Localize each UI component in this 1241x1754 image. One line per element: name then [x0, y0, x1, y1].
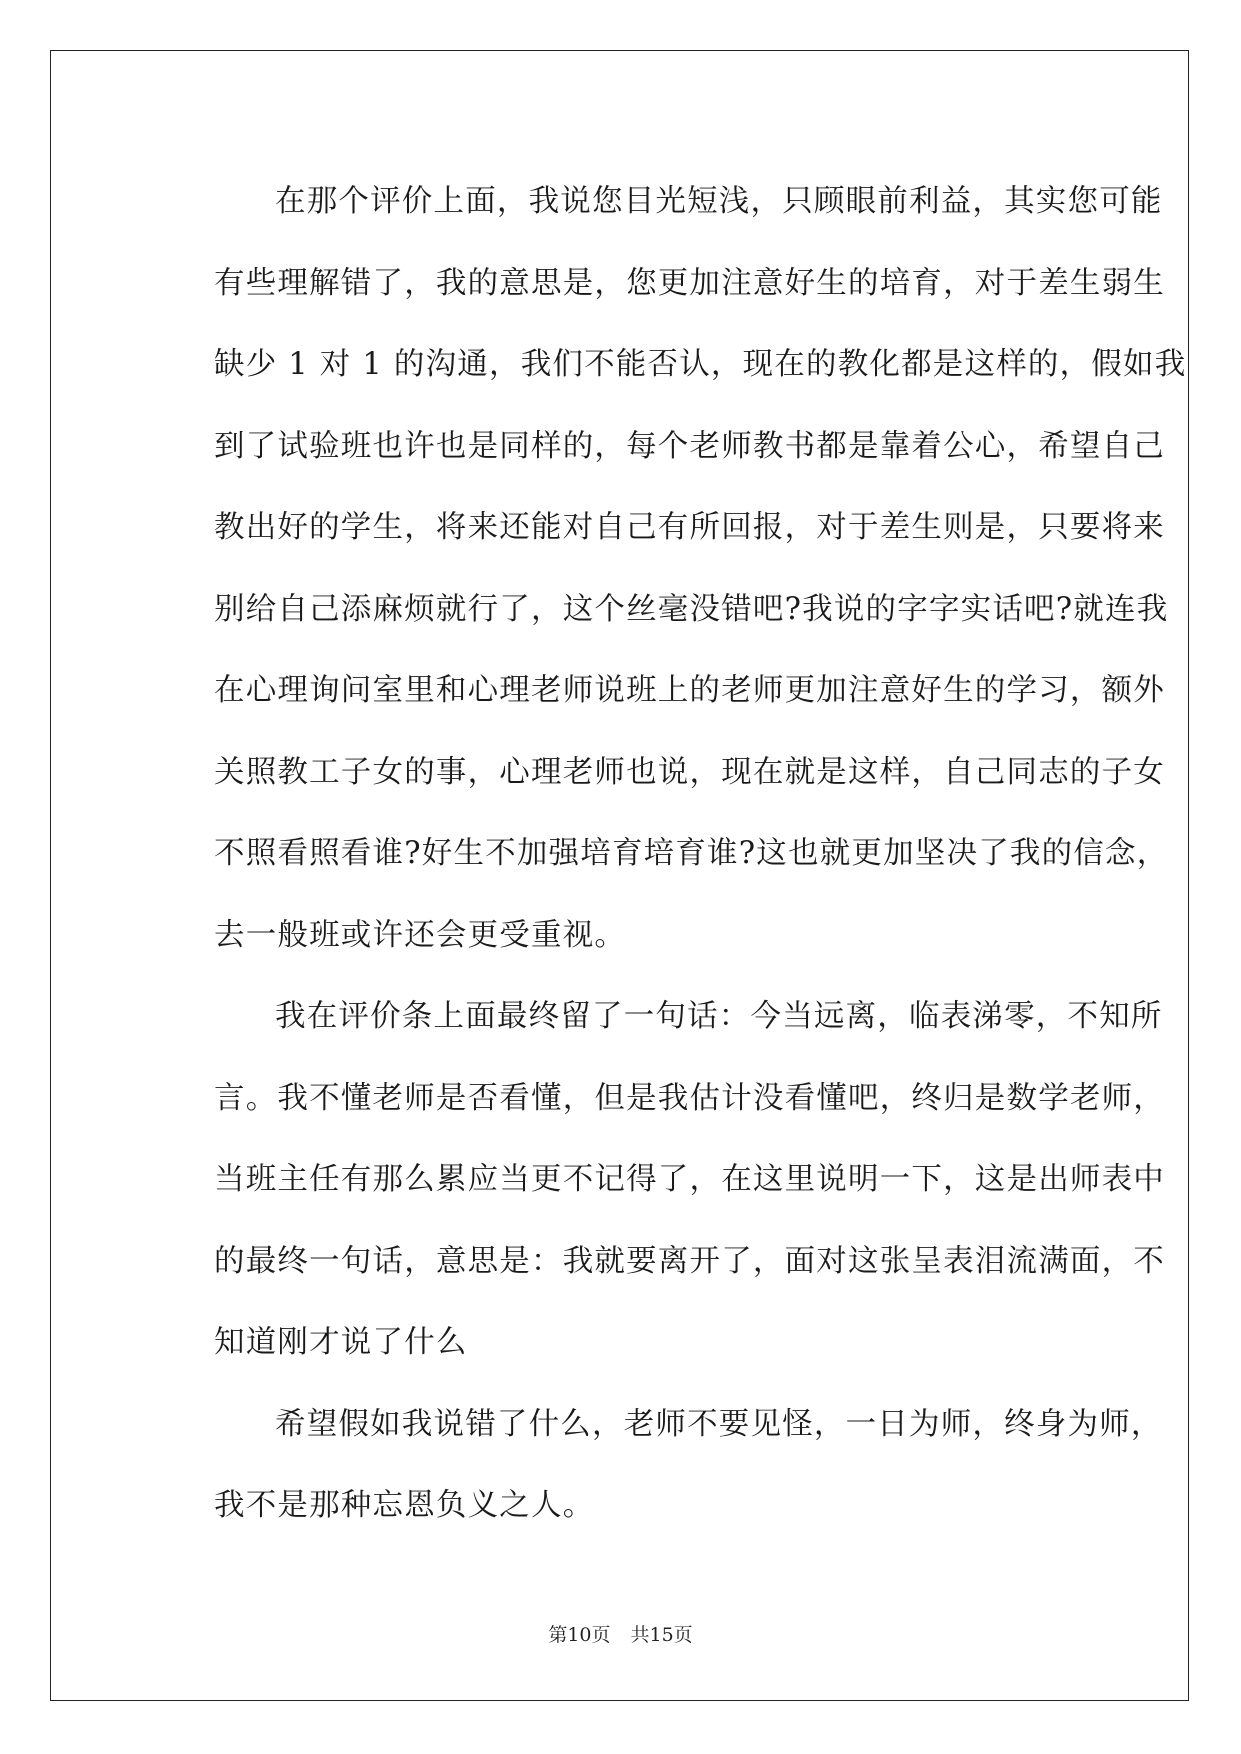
- text-line: 言。我不懂老师是否看懂，但是我估计没看懂吧，终归是数学老师，: [214, 1080, 1165, 1116]
- text-line: 我在评价条上面最终留了一句话：今当远离，临表涕零，不知所: [275, 999, 1163, 1034]
- page-number: 第10页: [548, 1624, 611, 1646]
- text-line: 别给自己添麻烦就行了，这个丝毫没错吧?我说的字字实话吧?就连我: [214, 591, 1169, 627]
- text-line: 在那个评价上面，我说您目光短浅，只顾眼前利益，其实您可能: [275, 184, 1163, 219]
- paragraph: [153, 1384, 1163, 1547]
- text-line: 关照教工子女的事，心理老师也说，现在就是这样，自己同志的子女: [214, 754, 1165, 790]
- page-total: 共15页: [630, 1624, 693, 1646]
- paragraph: [153, 976, 1165, 1384]
- text-line: 缺少 1 对 1 的沟通，我们不能否认，现在的教化都是这样的，假如我: [214, 347, 1187, 382]
- document-body: [153, 161, 1187, 1547]
- text-line: 当班主任有那么累应当更不记得了，在这里说明一下，这是出师表中: [214, 1162, 1165, 1197]
- text-line: 的最终一句话，意思是：我就要离开了，面对这张呈表泪流满面，不: [214, 1243, 1165, 1279]
- text-line: 我不是那种忘恩负义之人。: [214, 1488, 595, 1523]
- text-line: 在心理询问室里和心理老师说班上的老师更加注意好生的学习，额外: [214, 673, 1165, 708]
- text-line: 知道刚才说了什么: [214, 1325, 468, 1360]
- page-footer: [0, 1620, 1241, 1647]
- text-line: 希望假如我说错了什么，老师不要见怪，一日为师，终身为师，: [275, 1406, 1163, 1442]
- text-line: 不照看照看谁?好生不加强培育培育谁?这也就更加坚决了我的信念，: [214, 836, 1169, 871]
- text-line: 教出好的学生，将来还能对自己有所回报，对于差生则是，只要将来: [214, 510, 1165, 545]
- text-line: 去一般班或许还会更受重视。: [214, 917, 627, 953]
- text-line: 有些理解错了，我的意思是，您更加注意好生的培育，对于差生弱生: [214, 265, 1165, 301]
- text-line: 到了试验班也许也是同样的，每个老师教书都是靠着公心，希望自己: [214, 428, 1165, 464]
- paragraph: [153, 161, 1187, 976]
